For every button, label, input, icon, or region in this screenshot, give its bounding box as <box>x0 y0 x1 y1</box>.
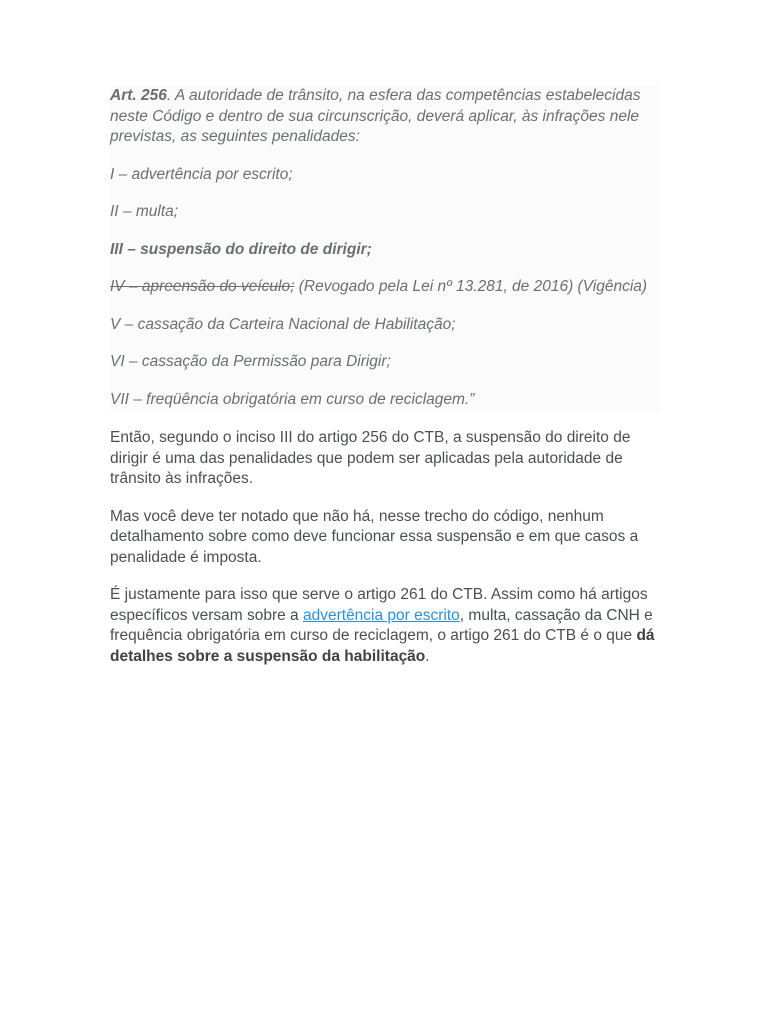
item-v: V – cassação da Carteira Nacional de Habilitação; <box>110 315 456 333</box>
item-vi: VI – cassação da Permissão para Dirigir; <box>110 353 391 370</box>
item-i: I – advertência por escrito; <box>110 165 293 183</box>
article-intro <box>110 86 660 148</box>
item-iv-note: (Revogado pela Lei nº 13.281, de 2016) (Vigência) <box>294 278 648 295</box>
paragraph-3-end: . <box>425 647 430 665</box>
item-iv-revoked-text: IV – apreensão do veículo; <box>110 278 295 295</box>
item-vii: VII – freqüência obrigatória em curso de reciclagem.” <box>110 390 475 408</box>
item-iv <box>110 277 660 298</box>
paragraph-1: Então, segundo o inciso III do artigo 256 do CTB, a suspensão do direito de dirigir é uma das penalidades que podem ser aplicadas pela autoridade de trânsito às infrações. <box>110 429 631 487</box>
item-iii: III – suspensão do direito de dirigir; <box>110 240 372 258</box>
law-quote-block <box>110 86 660 412</box>
body-text <box>110 428 660 667</box>
paragraph-2: Mas você deve ter notado que não há, nesse trecho do código, nenhum detalhamento sobre como deve funcionar essa suspensão e em que casos a penalidade é imposta. <box>110 507 639 566</box>
paragraph-3-middle: , multa, cassação da CNH e frequência obrigatória em curso de reciclagem, o artigo 261 do CTB é o que <box>110 606 653 644</box>
article-content <box>110 86 660 684</box>
paragraph-3-start: É justamente para isso que serve o artigo 261 do CTB. Assim como há artigos específicos versam sobre a <box>110 586 648 624</box>
advertencia-link[interactable]: advertência por escrito <box>302 606 460 624</box>
paragraph-3-bold: dá detalhes sobre a suspensão da habilitação <box>110 627 655 665</box>
paragraph-3 <box>110 585 660 667</box>
article-intro-text: . A autoridade de trânsito, na esfera das competências estabelecidas neste Código e dentro de sua circunscrição, deverá aplicar, às infrações nele previstas, as seguintes penalidades: <box>110 87 641 145</box>
article-label: Art. 256 <box>110 87 167 104</box>
item-ii: II – multa; <box>110 203 179 220</box>
